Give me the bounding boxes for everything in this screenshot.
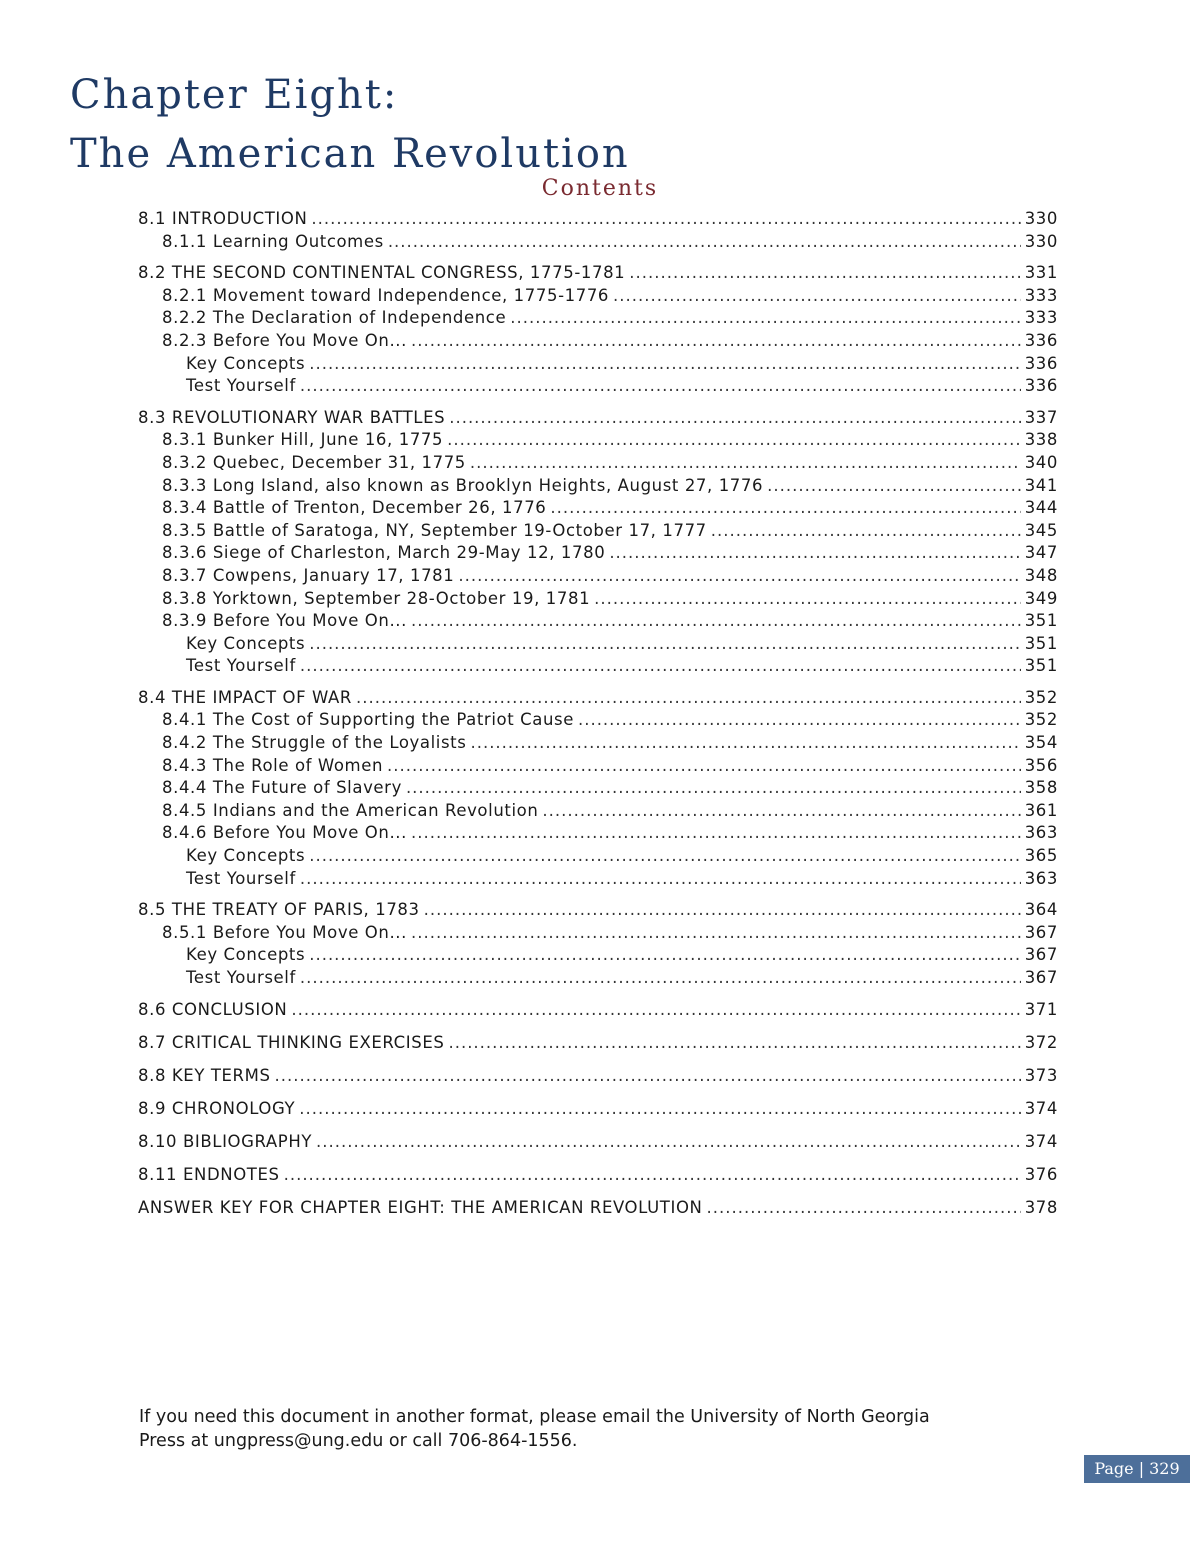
- toc-entry-title: 8.8 KEY TERMS: [138, 1065, 271, 1085]
- toc-entry-page: 349: [1024, 588, 1058, 608]
- dot-leader: [300, 375, 1021, 398]
- dot-leader: [411, 822, 1021, 845]
- chapter-title-line1: Chapter Eight:: [70, 72, 399, 118]
- toc-entry-page: 333: [1024, 308, 1058, 328]
- toc-entry-page: 374: [1024, 1098, 1058, 1118]
- dot-leader: [613, 285, 1021, 308]
- toc-entry-page: 338: [1024, 430, 1058, 450]
- toc-entry[interactable]: [138, 610, 1058, 633]
- toc-entry[interactable]: [138, 307, 1058, 330]
- toc-entry[interactable]: [138, 1065, 1058, 1089]
- toc-entry[interactable]: [138, 709, 1058, 732]
- toc-entry[interactable]: [138, 967, 1058, 990]
- toc-entry-title: 8.3 REVOLUTIONARY WAR BATTLES: [138, 407, 446, 427]
- toc-entry-title: 8.3.2 Quebec, December 31, 1775: [162, 452, 466, 472]
- toc-entry[interactable]: [138, 475, 1058, 498]
- toc-group: [138, 262, 1058, 398]
- dot-leader: [767, 475, 1021, 498]
- toc-entry-title: 8.2.3 Before You Move On...: [162, 330, 407, 350]
- toc-entry[interactable]: [138, 800, 1058, 823]
- toc-entry-title: Key Concepts: [186, 945, 306, 965]
- toc-entry-title: Key Concepts: [186, 353, 306, 373]
- toc-group: [138, 1065, 1058, 1089]
- toc-entry-title: 8.3.3 Long Island, also known as Brooklyn Heights, August 27, 1776: [162, 475, 764, 495]
- toc-entry-title: Test Yourself: [186, 656, 296, 676]
- toc-entry-page: 351: [1024, 633, 1058, 653]
- toc-entry-title: Test Yourself: [186, 968, 296, 987]
- toc-entry-title: Key Concepts: [186, 846, 306, 866]
- dot-leader: [458, 565, 1020, 588]
- dot-leader: [411, 610, 1021, 633]
- toc-entry[interactable]: [138, 285, 1058, 308]
- toc-entry-title: 8.2 THE SECOND CONTINENTAL CONGRESS, 1775-1781: [138, 263, 626, 283]
- toc-entry-page: 363: [1024, 868, 1058, 888]
- toc-entry-title: 8.6 CONCLUSION: [138, 999, 288, 1019]
- toc-entry[interactable]: [138, 868, 1058, 891]
- dot-leader: [309, 944, 1021, 967]
- toc-entry-title: 8.11 ENDNOTES: [138, 1164, 280, 1184]
- toc-entry-title: 8.3.4 Battle of Trenton, December 26, 1776: [162, 498, 547, 518]
- footer-note-line2: Press at ungpress@ung.edu or call 706-864-1556.: [139, 1431, 578, 1451]
- toc-entry-page: 340: [1024, 452, 1058, 472]
- toc-group: [138, 687, 1058, 890]
- toc-entry-page: 345: [1024, 520, 1058, 540]
- toc-entry-page: 373: [1024, 1065, 1058, 1085]
- toc-entry[interactable]: [138, 375, 1058, 398]
- toc-entry-title: 8.10 BIBLIOGRAPHY: [138, 1131, 313, 1151]
- dot-leader: [609, 542, 1020, 565]
- toc-entry-page: 363: [1024, 823, 1058, 843]
- dot-leader: [275, 1065, 1021, 1088]
- toc-entry-title: 8.5.1 Before You Move On...: [162, 922, 407, 942]
- page-number: 329: [1149, 1459, 1180, 1478]
- toc-entry[interactable]: [138, 1131, 1058, 1155]
- toc-group: [138, 1032, 1058, 1056]
- toc-entry[interactable]: [138, 542, 1058, 565]
- toc-entry-page: 336: [1024, 376, 1058, 396]
- toc-group: [138, 899, 1058, 989]
- toc-entry[interactable]: [138, 520, 1058, 543]
- dot-leader: [356, 687, 1021, 710]
- toc-group: [138, 407, 1058, 678]
- footer-note: [139, 1405, 1099, 1453]
- toc-entry-title: 8.4.6 Before You Move On...: [162, 823, 407, 843]
- toc-entry-page: 344: [1024, 498, 1058, 518]
- toc-entry-page: 351: [1024, 656, 1058, 676]
- toc-entry-page: 330: [1024, 209, 1058, 228]
- dot-leader: [309, 633, 1021, 656]
- dot-leader: [447, 429, 1021, 452]
- toc-entry-page: 371: [1024, 999, 1058, 1019]
- toc-entry[interactable]: [138, 944, 1058, 967]
- toc-entry-title: 8.1 INTRODUCTION: [138, 209, 308, 228]
- dot-leader: [550, 497, 1020, 520]
- toc-entry-title: 8.4.3 The Role of Women: [162, 755, 384, 775]
- chapter-title: [70, 66, 630, 184]
- dot-leader: [309, 353, 1021, 376]
- toc-entry[interactable]: [138, 330, 1058, 353]
- toc-entry-title: 8.3.5 Battle of Saratoga, NY, September 19-October 17, 1777: [162, 520, 707, 540]
- toc-entry-title: 8.4.2 The Struggle of the Loyalists: [162, 733, 467, 753]
- footer-note-line1: If you need this document in another format, please email the University of North Georgia: [139, 1407, 930, 1427]
- toc-entry-page: 347: [1024, 543, 1058, 563]
- dot-leader: [311, 208, 1020, 231]
- toc-entry-title: 8.3.1 Bunker Hill, June 16, 1775: [162, 430, 444, 450]
- toc-entry-page: 333: [1024, 285, 1058, 305]
- toc-group: [138, 1164, 1058, 1188]
- toc-entry-title: 8.3.8 Yorktown, September 28-October 19, 1781: [162, 588, 591, 608]
- toc-entry-title: 8.1.1 Learning Outcomes: [162, 231, 384, 251]
- toc-entry[interactable]: [138, 588, 1058, 611]
- toc-entry-page: 341: [1024, 475, 1058, 495]
- toc-entry-title: ANSWER KEY FOR CHAPTER EIGHT: THE AMERICAN REVOLUTION: [138, 1197, 703, 1217]
- dot-leader: [510, 307, 1020, 330]
- dot-leader: [284, 1164, 1021, 1187]
- dot-leader: [309, 845, 1021, 868]
- toc-entry-page: 330: [1024, 231, 1058, 251]
- toc-entry[interactable]: [138, 732, 1058, 755]
- dot-leader: [629, 262, 1020, 285]
- toc-entry-page: 348: [1024, 565, 1058, 585]
- toc-entry-page: 372: [1024, 1032, 1058, 1052]
- toc-entry-title: 8.2.2 The Declaration of Independence: [162, 308, 507, 328]
- dot-leader: [594, 588, 1021, 611]
- dot-leader: [388, 231, 1021, 254]
- dot-leader: [711, 520, 1021, 543]
- dot-leader: [406, 777, 1021, 800]
- toc-entry[interactable]: [138, 755, 1058, 778]
- toc-entry[interactable]: [138, 922, 1058, 945]
- toc-entry-page: 336: [1024, 330, 1058, 350]
- toc-entry-title: 8.4.4 The Future of Slavery: [162, 778, 402, 798]
- toc-entry[interactable]: [138, 1164, 1058, 1188]
- page-label: Page |: [1094, 1459, 1145, 1478]
- toc-entry[interactable]: [138, 777, 1058, 800]
- toc-entry-page: 337: [1024, 407, 1058, 427]
- toc-entry[interactable]: [138, 497, 1058, 520]
- contents-heading: Contents: [541, 176, 659, 201]
- toc-group: [138, 1131, 1058, 1155]
- dot-leader: [424, 899, 1021, 922]
- toc-entry-page: 361: [1024, 800, 1058, 820]
- toc-entry-page: 367: [1024, 922, 1058, 942]
- dot-leader: [299, 1098, 1020, 1121]
- toc-entry-page: 331: [1024, 263, 1058, 283]
- toc-entry-page: 358: [1024, 778, 1058, 798]
- toc-entry-page: 352: [1024, 710, 1058, 730]
- dot-leader: [411, 922, 1021, 945]
- toc-entry-title: Test Yourself: [186, 376, 296, 396]
- toc-entry[interactable]: [138, 899, 1058, 922]
- toc-entry-page: 376: [1024, 1164, 1058, 1184]
- toc-entry[interactable]: [138, 353, 1058, 376]
- dot-leader: [387, 755, 1021, 778]
- toc-entry[interactable]: [138, 407, 1058, 430]
- dot-leader: [706, 1197, 1020, 1220]
- toc-entry-title: 8.5 THE TREATY OF PARIS, 1783: [138, 900, 420, 920]
- toc-entry[interactable]: [138, 633, 1058, 656]
- toc-entry-page: 364: [1024, 900, 1058, 920]
- dot-leader: [300, 967, 1021, 990]
- toc-group: [138, 999, 1058, 1023]
- toc-entry[interactable]: [138, 687, 1058, 710]
- dot-leader: [300, 655, 1021, 678]
- toc-group: [138, 208, 1058, 253]
- toc-group: [138, 1098, 1058, 1122]
- toc-entry-page: 367: [1024, 945, 1058, 965]
- toc-entry-title: 8.7 CRITICAL THINKING EXERCISES: [138, 1032, 445, 1052]
- dot-leader: [542, 800, 1020, 823]
- toc-entry-title: Key Concepts: [186, 633, 306, 653]
- toc-entry[interactable]: [138, 565, 1058, 588]
- toc-entry-title: Test Yourself: [186, 868, 296, 888]
- toc-entry[interactable]: [138, 1032, 1058, 1056]
- toc-entry-page: 352: [1024, 687, 1058, 707]
- toc-entry[interactable]: [138, 1098, 1058, 1122]
- toc-entry-title: 8.2.1 Movement toward Independence, 1775-1776: [162, 285, 610, 305]
- toc-entry-page: 365: [1024, 846, 1058, 866]
- toc-entry[interactable]: [138, 822, 1058, 845]
- toc-entry[interactable]: [138, 452, 1058, 475]
- dot-leader: [470, 452, 1021, 475]
- toc-entry-title: 8.4.1 The Cost of Supporting the Patriot Cause: [162, 710, 574, 730]
- dot-leader: [470, 732, 1020, 755]
- toc-entry-title: 8.3.9 Before You Move On...: [162, 611, 407, 631]
- toc-entry-title: 8.3.6 Siege of Charleston, March 29-May 12, 1780: [162, 543, 606, 563]
- toc-entry-page: 351: [1024, 611, 1058, 631]
- dot-leader: [291, 999, 1020, 1022]
- toc-entry-page: 367: [1024, 968, 1058, 987]
- dot-leader: [449, 407, 1021, 430]
- toc-entry[interactable]: [138, 655, 1058, 678]
- dot-leader: [300, 868, 1021, 891]
- toc-entry-page: 354: [1024, 733, 1058, 753]
- toc-group: [138, 1197, 1058, 1221]
- toc-entry[interactable]: [138, 1197, 1058, 1221]
- chapter-title-line2: The American Revolution: [70, 131, 630, 177]
- toc-entry-title: 8.9 CHRONOLOGY: [138, 1098, 296, 1118]
- dot-leader: [448, 1032, 1020, 1055]
- toc-entry[interactable]: [138, 999, 1058, 1023]
- toc-entry[interactable]: [138, 845, 1058, 868]
- toc-entry-page: 374: [1024, 1131, 1058, 1151]
- toc-entry-title: 8.4.5 Indians and the American Revolution: [162, 800, 539, 820]
- toc-entry[interactable]: [138, 208, 1058, 231]
- page-number-badge: [1084, 1455, 1190, 1483]
- dot-leader: [316, 1131, 1021, 1154]
- toc-entry-page: 336: [1024, 353, 1058, 373]
- toc-entry[interactable]: [138, 231, 1058, 254]
- toc-entry-title: 8.3.7 Cowpens, January 17, 1781: [162, 565, 455, 585]
- toc-entry-title: 8.4 THE IMPACT OF WAR: [138, 687, 352, 707]
- toc-entry[interactable]: [138, 429, 1058, 452]
- toc-entry[interactable]: [138, 262, 1058, 285]
- dot-leader: [411, 330, 1021, 353]
- table-of-contents: [138, 208, 1058, 1230]
- toc-entry-page: 378: [1024, 1197, 1058, 1217]
- toc-entry-page: 356: [1024, 755, 1058, 775]
- dot-leader: [578, 709, 1021, 732]
